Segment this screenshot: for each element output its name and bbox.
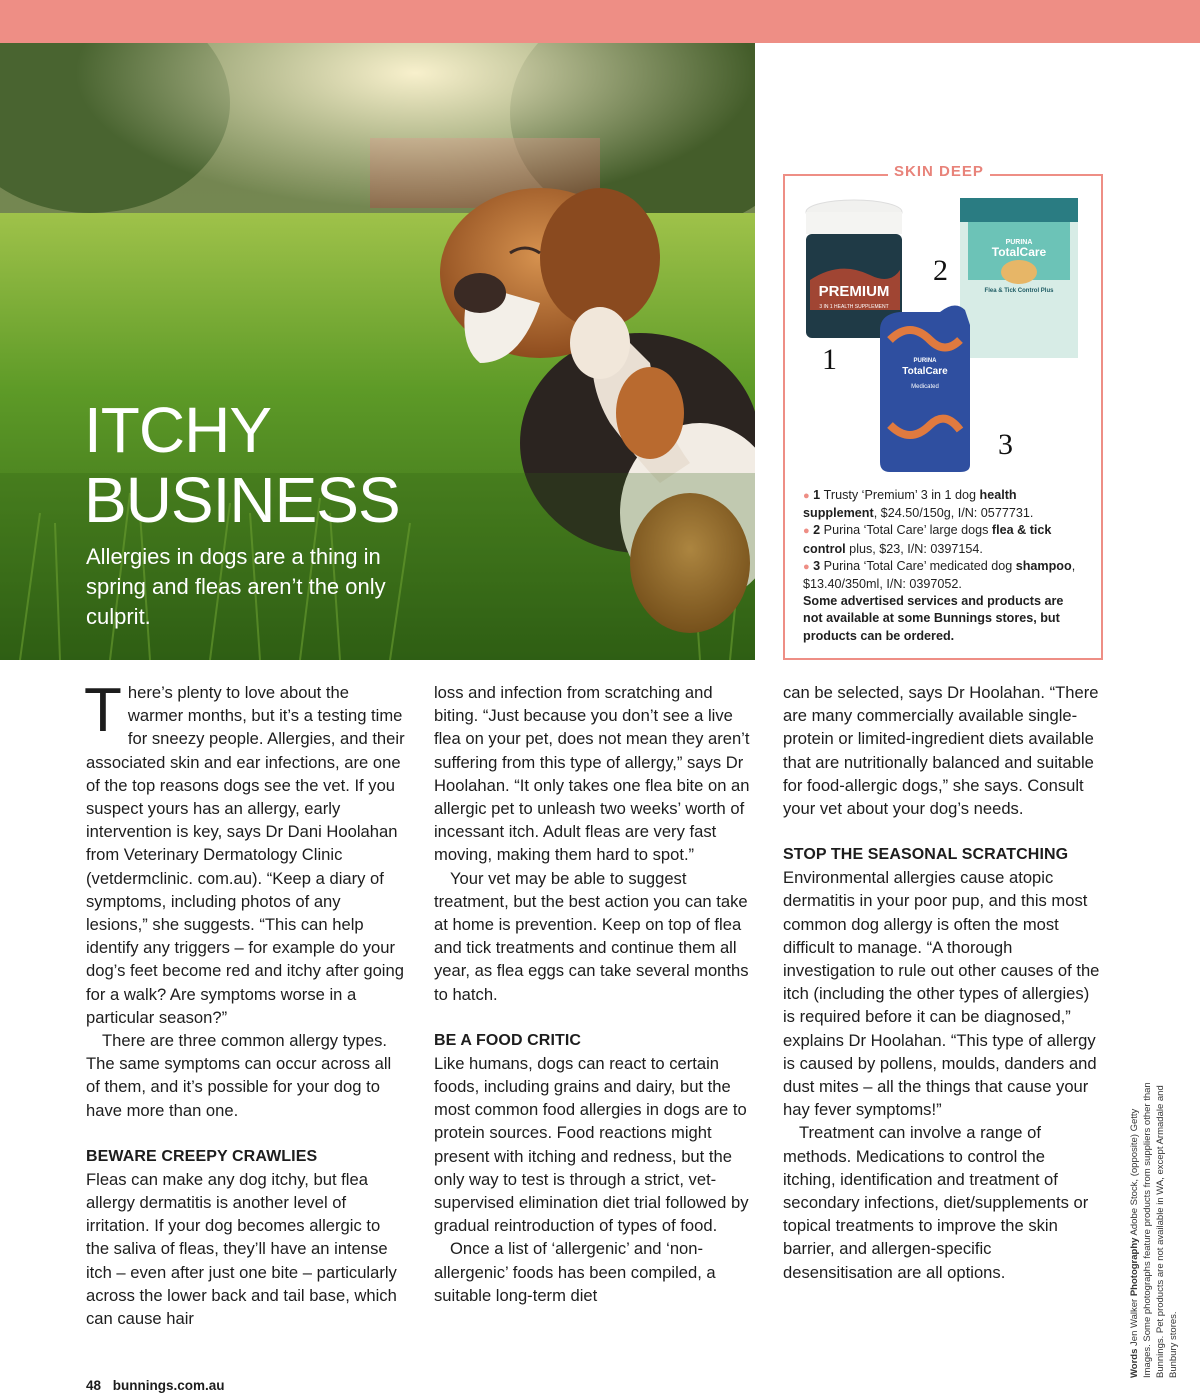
- product-item-2: ● 2 Purina ‘Total Care’ large dogs flea & tick control plus, $23, I/N: 0397154.: [803, 523, 1052, 556]
- subheading: BEWARE CREEPY CRAWLIES: [86, 1147, 318, 1165]
- skin-deep-label: SKIN DEEP: [888, 161, 990, 182]
- drop-cap: T: [84, 676, 122, 745]
- article-column-3: [783, 681, 1101, 1284]
- paragraph: Environmental allergies cause atopic dermatitis in your poor pup, and this most common dog allergy is often the most difficult to manage. “A thorough investigation to rule out other causes of the itch (including the other types of allergies) is required before it can be diagnosed,” explains Dr Hoolahan. “This type of allergy is caused by pollens, moulds, danders and dust mites – all the things that cause your hay fever symptoms!”: [783, 868, 1100, 1120]
- product-number-3: 3: [998, 428, 1013, 461]
- article-column-2: [434, 681, 756, 1307]
- paragraph: Like humans, dogs can react to certain foods, including grains and dairy, but the most common food allergies in dogs are to protein sources. Food reactions might present with itching and redness, but the only way to test is through a strict, vet-supervised elimination diet trial followed by gradual reintroduction of types of food.: [434, 1053, 749, 1236]
- paragraph: There are three common allergy types. The same symptoms can occur across all of them, and it’s possible for your dog to have more than one.: [86, 1031, 392, 1120]
- paragraph: Your vet may be able to suggest treatment, but the best action you can take at home is prevention. Keep on top of flea and tick treatments and continue them all year, as flea eggs can take several months to hatch.: [434, 868, 749, 1004]
- svg-text:TotalCare: TotalCare: [991, 245, 1047, 259]
- standfirst: Allergies in dogs are a thing in spring and fleas aren’t the only culprit.: [86, 544, 386, 629]
- title-line-2: BUSINESS: [84, 464, 400, 536]
- subheading: BE A FOOD CRITIC: [434, 1031, 582, 1049]
- svg-text:3 IN 1 HEALTH SUPPLEMENT: 3 IN 1 HEALTH SUPPLEMENT: [819, 304, 889, 310]
- page-title: [84, 395, 400, 535]
- bullet-icon: ●: [803, 560, 810, 573]
- svg-text:Flea & Tick Control Plus: Flea & Tick Control Plus: [984, 288, 1054, 294]
- bullet-icon: ●: [803, 490, 810, 502]
- paragraph: Fleas can make any dog itchy, but flea allergy dermatitis is another level of irritation. If your dog becomes allergic to the saliva of fleas, they’ll have an intense itch – even after just one bite – particularly across the lower back and tail base, which can cause hair: [86, 1169, 397, 1329]
- svg-text:PURINA: PURINA: [1005, 239, 1033, 246]
- product-number-2: 2: [933, 254, 948, 287]
- svg-text:PURINA: PURINA: [913, 358, 937, 364]
- svg-text:Medicated: Medicated: [911, 384, 939, 390]
- svg-text:TotalCare: TotalCare: [902, 366, 948, 377]
- product-caption: [803, 487, 1083, 645]
- product-item-1: ● 1 Trusty ‘Premium’ 3 in 1 dog health supplement, $24.50/150g, I/N: 0577731.: [803, 488, 1034, 521]
- article-column-1: [84, 676, 406, 1330]
- bullet-icon: ●: [803, 525, 810, 538]
- top-accent-bar: [0, 0, 1200, 43]
- paragraph: can be selected, says Dr Hoolahan. “There are many commercially available single-protein or limited-ingredient diets available that are nutritionally balanced and suitable for food-allergic dogs,” she says. Consult your vet about your dog’s needs.: [783, 683, 1099, 819]
- flea-tick-box: [960, 198, 1078, 358]
- title-line-1: ITCHY: [84, 394, 271, 466]
- paragraph: loss and infection from scratching and biting. “Just because you don’t see a live flea on your pet, does not mean they aren’t suffering from this type of allergy,” says Dr Hoolahan. “It only takes one flea bite on an allergic pet to unleash two weeks’ worth of incessant itch. Adult fleas are very fast moving, making them hard to spot.”: [434, 683, 750, 865]
- product-number-1: 1: [822, 343, 837, 376]
- photo-credits: Words Jen Walker Photography Adobe Stock, (opposite) Getty Images. Some photographs feature products from suppliers other than Bunnings. Pet products are not available in WA, except Armadale and Bunbury stores.: [1129, 1082, 1179, 1378]
- subheading: STOP THE SEASONAL SCRATCHING: [783, 846, 1069, 864]
- product-photos: [800, 190, 1090, 475]
- page-number: 48: [86, 1378, 102, 1393]
- svg-text:PREMIUM: PREMIUM: [818, 283, 890, 300]
- page-footer: [86, 1378, 233, 1393]
- paragraph: here’s plenty to love about the warmer months, but it’s a testing time for sneezy people. Allergies, and their associated skin and ear infections, are one of the top reasons dogs see the vet. If you suspect yours has an allergy, early intervention is key, says Dr Dani Hoolahan from Veterinary Dermatology Clinic (vetdermclinic. com.au). “Keep a diary of symptoms, including photos of any lesions,” she suggests. “This can help identify any triggers – for example do your dog’s feet become red and itchy after going for a walk? Are symptoms worse in a particular season?”: [86, 683, 405, 1027]
- shampoo-bottle: [880, 305, 970, 472]
- paragraph: Once a list of ‘allergenic’ and ‘non-allergenic’ foods has been compiled, a suitable long-term diet: [434, 1239, 716, 1305]
- product-disclaimer: Some advertised services and products are not available at some Bunnings stores, but products can be ordered.: [803, 594, 1064, 643]
- site-url[interactable]: bunnings.com.au: [112, 1378, 225, 1393]
- product-item-3: ● 3 Purina ‘Total Care’ medicated dog shampoo, $13.40/350ml, I/N: 0397052.: [803, 558, 1076, 592]
- paragraph: Treatment can involve a range of methods. Medications to control the itching, identification and treatment of secondary infections, diet/supplements or topical treatments to improve the skin barrier, and allergen-specific desensitisation are all options.: [783, 1123, 1089, 1282]
- hero-image: [0, 43, 755, 660]
